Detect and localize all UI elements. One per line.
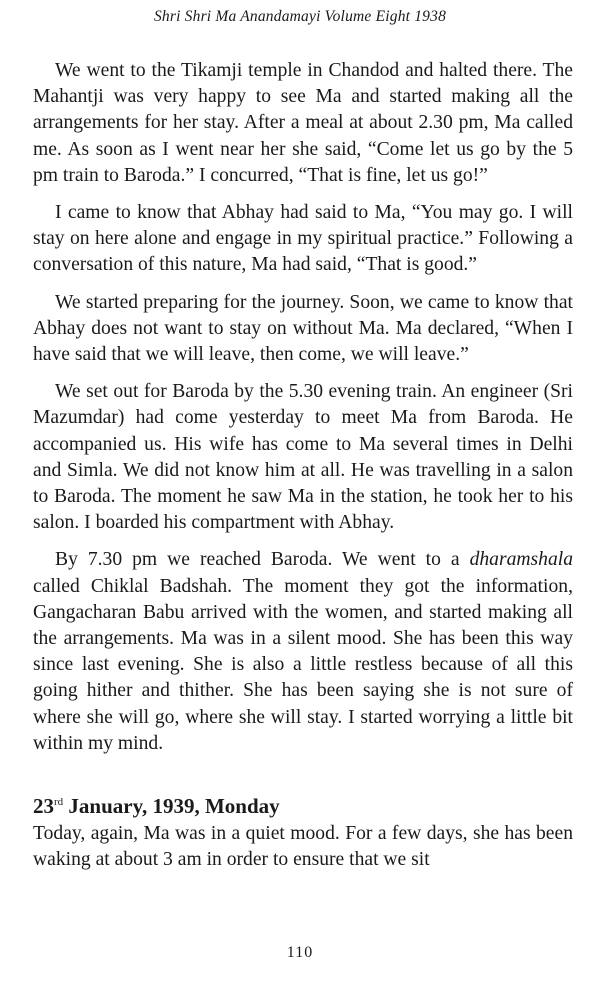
- paragraph: We set out for Baroda by the 5.30 evening train. An engineer (Sri Mazumdar) had come yesterday to meet Ma from Baroda. He accompanied us. His wife has come to Ma several times in Delhi and Simla. We did not know him at all. He was travelling in a salon to Baroda. The moment he saw Ma in the station, he took her to his salon. I boarded his compartment with Abhay.: [33, 381, 573, 534]
- date-heading: [33, 793, 573, 819]
- date-day: 23: [33, 794, 54, 819]
- date-day-suffix: rd: [54, 796, 64, 809]
- paragraph-text: By 7.30 pm we reached Baroda. We went to a: [55, 549, 470, 571]
- italic-term: dharamshala: [469, 549, 573, 571]
- paragraph: Today, again, Ma was in a quiet mood. For a few days, she has been waking at about 3 am in order to ensure that we sit: [33, 823, 573, 871]
- paragraph: I came to know that Abhay had said to Ma, “You may go. I will stay on here alone and engage in my spiritual practice.” Following a conversation of this nature, Ma had said, “That is good.”: [33, 202, 573, 276]
- page-number: 110: [286, 944, 314, 961]
- paragraph-text: called Chiklal Badshah. The moment they got the information, Gangacharan Babu arrived with the women, and started making all the arrangements. Ma was in a silent mood. She has been this way since last evening. She is also a little restless because of all this going hither and thither. She has been saying she is not sure of where she will go, where she will stay. I started worrying a little bit within my mind.: [33, 575, 573, 754]
- paragraph: We went to the Tikamji temple in Chandod and halted there. The Mahantji was very happy to see Ma and started making all the arrangements for her stay. After a meal at about 2.30 pm, Ma called me. As soon as I went near her she said, “Come let us go by the 5 pm train to Baroda.” I concurred, “That is fine, let us go!”: [33, 60, 573, 186]
- paragraph: We started preparing for the journey. Soon, we came to know that Abhay does not want to stay on without Ma. Ma declared, “When I have said that we will leave, then come, we will leave.”: [33, 291, 573, 366]
- body-text: [33, 58, 573, 873]
- date-rest: January, 1939, Monday: [63, 794, 280, 819]
- paragraph: [33, 547, 573, 757]
- running-head: Shri Shri Ma Anandamayi Volume Eight 1938: [153, 8, 447, 25]
